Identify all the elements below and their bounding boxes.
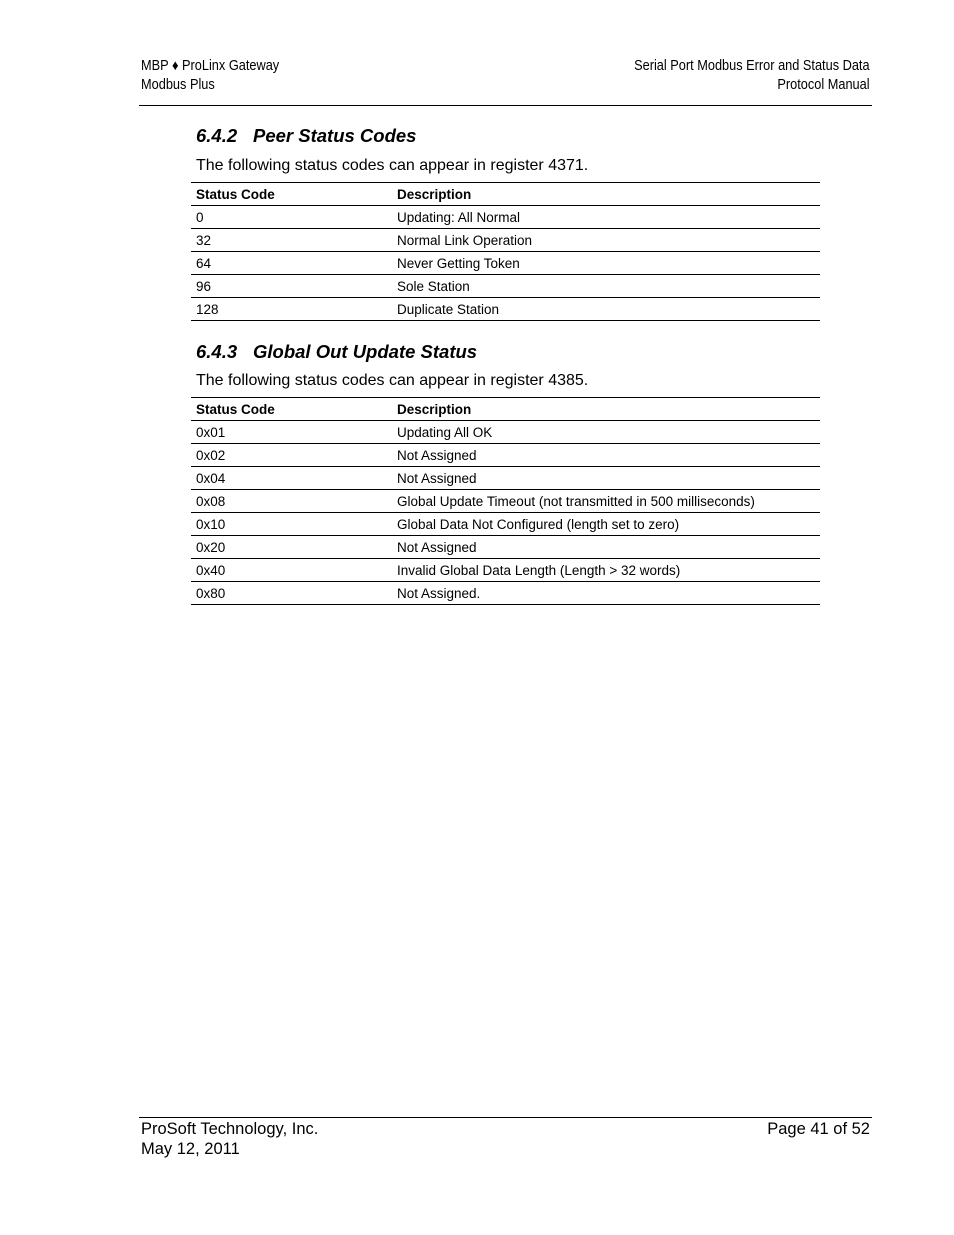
column-header-description: Description	[392, 183, 820, 206]
table-row	[191, 490, 820, 513]
header-manual: Protocol Manual	[777, 77, 870, 93]
table-row	[191, 206, 820, 229]
header-chapter: Serial Port Modbus Error and Status Data	[634, 58, 870, 74]
peer-status-table	[191, 182, 820, 321]
table-header-row	[191, 183, 820, 206]
table-row	[191, 229, 820, 252]
section-intro: The following status codes can appear in register 4371.	[196, 157, 589, 174]
section-heading-peer-status	[196, 125, 416, 147]
status-code-cell: 32	[191, 229, 392, 252]
table-row	[191, 513, 820, 536]
description-cell: Global Data Not Configured (length set to zero)	[392, 513, 820, 536]
description-cell: Never Getting Token	[392, 252, 820, 275]
section-intro: The following status codes can appear in register 4385.	[196, 372, 589, 389]
column-header-status-code: Status Code	[191, 183, 392, 206]
table-row	[191, 444, 820, 467]
table-row	[191, 536, 820, 559]
status-code-cell: 128	[191, 298, 392, 321]
status-code-cell: 0	[191, 206, 392, 229]
status-code-cell: 0x04	[191, 467, 392, 490]
column-header-description: Description	[392, 398, 820, 421]
table-row	[191, 582, 820, 605]
footer-date: May 12, 2011	[141, 1139, 240, 1158]
table-row	[191, 298, 820, 321]
header-product: MBP ♦ ProLinx Gateway	[141, 58, 280, 74]
description-cell: Updating: All Normal	[392, 206, 820, 229]
description-cell: Invalid Global Data Length (Length > 32 words)	[392, 559, 820, 582]
running-header-right	[635, 57, 870, 95]
status-code-cell: 96	[191, 275, 392, 298]
status-code-cell: 0x20	[191, 536, 392, 559]
description-cell: Not Assigned	[392, 467, 820, 490]
description-cell: Duplicate Station	[392, 298, 820, 321]
section-number: 6.4.3	[196, 341, 238, 362]
footer-right	[767, 1120, 870, 1140]
global-out-status-table	[191, 397, 820, 605]
section-title: Global Out Update Status	[253, 341, 478, 362]
description-cell: Normal Link Operation	[392, 229, 820, 252]
running-header-left	[141, 57, 279, 95]
status-code-cell: 0x40	[191, 559, 392, 582]
description-cell: Updating All OK	[392, 421, 820, 444]
section-title: Peer Status Codes	[253, 125, 417, 146]
header-divider	[139, 105, 872, 106]
status-code-cell: 0x02	[191, 444, 392, 467]
status-code-cell: 64	[191, 252, 392, 275]
description-cell: Global Update Timeout (not transmitted in 500 milliseconds)	[392, 490, 820, 513]
table-row	[191, 421, 820, 444]
status-code-cell: 0x08	[191, 490, 392, 513]
table-row	[191, 252, 820, 275]
description-cell: Not Assigned	[392, 444, 820, 467]
footer-left	[141, 1120, 318, 1159]
status-code-cell: 0x80	[191, 582, 392, 605]
table-row	[191, 559, 820, 582]
footer-divider	[139, 1117, 872, 1118]
section-number: 6.4.2	[196, 125, 238, 146]
description-cell: Not Assigned	[392, 536, 820, 559]
status-code-cell: 0x10	[191, 513, 392, 536]
table-header-row	[191, 398, 820, 421]
header-subproduct: Modbus Plus	[141, 77, 215, 93]
description-cell: Sole Station	[392, 275, 820, 298]
section-heading-global-out	[196, 341, 477, 363]
column-header-status-code: Status Code	[191, 398, 392, 421]
description-cell: Not Assigned.	[392, 582, 820, 605]
page-number: Page 41 of 52	[767, 1120, 870, 1138]
status-code-cell: 0x01	[191, 421, 392, 444]
footer-company: ProSoft Technology, Inc.	[141, 1120, 319, 1138]
table-row	[191, 275, 820, 298]
table-row	[191, 467, 820, 490]
